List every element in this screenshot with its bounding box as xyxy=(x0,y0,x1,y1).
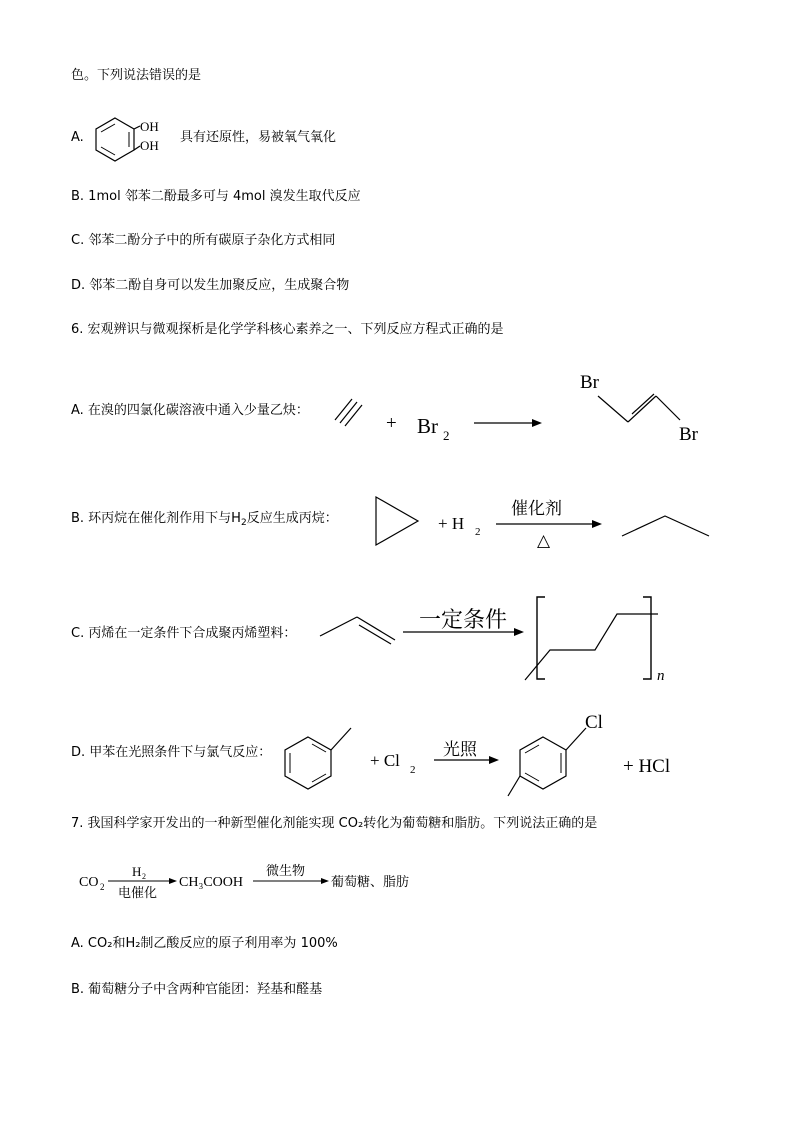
q6a-br-sub: 2 xyxy=(443,428,450,443)
q5-option-d: D. 邻苯二酚自身可以发生加聚反应，生成聚合物 xyxy=(71,278,350,293)
q6c-cond: 一定条件 xyxy=(419,608,508,633)
q6a-product-br-top: Br xyxy=(580,372,599,393)
q7-electrocatalysis: 电催化 xyxy=(118,886,158,901)
q5-option-a-label: A. xyxy=(71,130,84,145)
q7-stem: 7. 我国科学家开发出的一种新型催化剂能实现 CO₂转化为葡萄糖和脂肪。下列说法正确的是 xyxy=(71,816,598,831)
q6-option-a-text: A. 在溴的四氯化碳溶液中通入少量乙炔： xyxy=(71,403,309,418)
q6d-cond-light: 光照 xyxy=(443,740,477,760)
q7-option-a: A. CO₂和H₂制乙酸反应的原子利用率为 100% xyxy=(71,936,338,951)
q5-option-a-text: 具有还原性，易被氧气氧化 xyxy=(180,130,337,145)
catechol-oh-bottom: OH xyxy=(140,138,159,153)
q7-option-b: B. 葡萄糖分子中含两种官能团：羟基和醛基 xyxy=(71,982,323,997)
q7-co2-sub: 2 xyxy=(100,882,105,892)
q6c-n: n xyxy=(657,668,665,684)
q5-option-b: B. 1mol 邻苯二酚最多可与 4mol 溴发生取代反应 xyxy=(71,189,361,204)
q6-stem: 6. 宏观辨识与微观探析是化学学科核心素养之一、下列反应方程式正确的是 xyxy=(71,322,504,337)
q7-glucose-fat: 葡萄糖、脂肪 xyxy=(331,875,410,890)
q6d-hcl: + HCl xyxy=(623,756,671,777)
q6-option-b-text: B. 环丙烷在催化剂作用下与$H_2$反应生成丙烷： xyxy=(71,511,338,528)
q6d-plus-cl: + Cl xyxy=(370,751,400,770)
q7-ch3cooh: CH₃COOH xyxy=(179,875,243,890)
q5-option-c: C. 邻苯二酚分子中的所有碳原子杂化方式相同 xyxy=(71,233,336,248)
q7-co2: CO xyxy=(79,875,99,890)
q7-h2-sub: 2 xyxy=(142,872,146,881)
q6-option-d-text: D. 甲苯在光照条件下与氯气反应： xyxy=(71,745,272,760)
q7-h2: H xyxy=(132,864,142,879)
q6d-product-cl: Cl xyxy=(585,712,603,733)
q6b-cond-catalyst: 催化剂 xyxy=(511,499,562,519)
q6a-br: Br xyxy=(417,414,438,438)
q6b-cond-heat: △ xyxy=(537,531,551,551)
q6a-plus: + xyxy=(386,413,397,434)
q6b-plus-h: + H xyxy=(438,514,465,533)
q6d-cl-sub: 2 xyxy=(410,764,416,776)
q6-option-c-text: C. 丙烯在一定条件下合成聚丙烯塑料： xyxy=(71,626,297,641)
catechol-oh-top: OH xyxy=(140,119,159,134)
q6a-product-br-bottom: Br xyxy=(679,424,698,445)
q7-microbe: 微生物 xyxy=(266,864,306,879)
q6b-h-sub: 2 xyxy=(475,526,481,538)
intro-line: 色。下列说法错误的是 xyxy=(71,68,202,83)
